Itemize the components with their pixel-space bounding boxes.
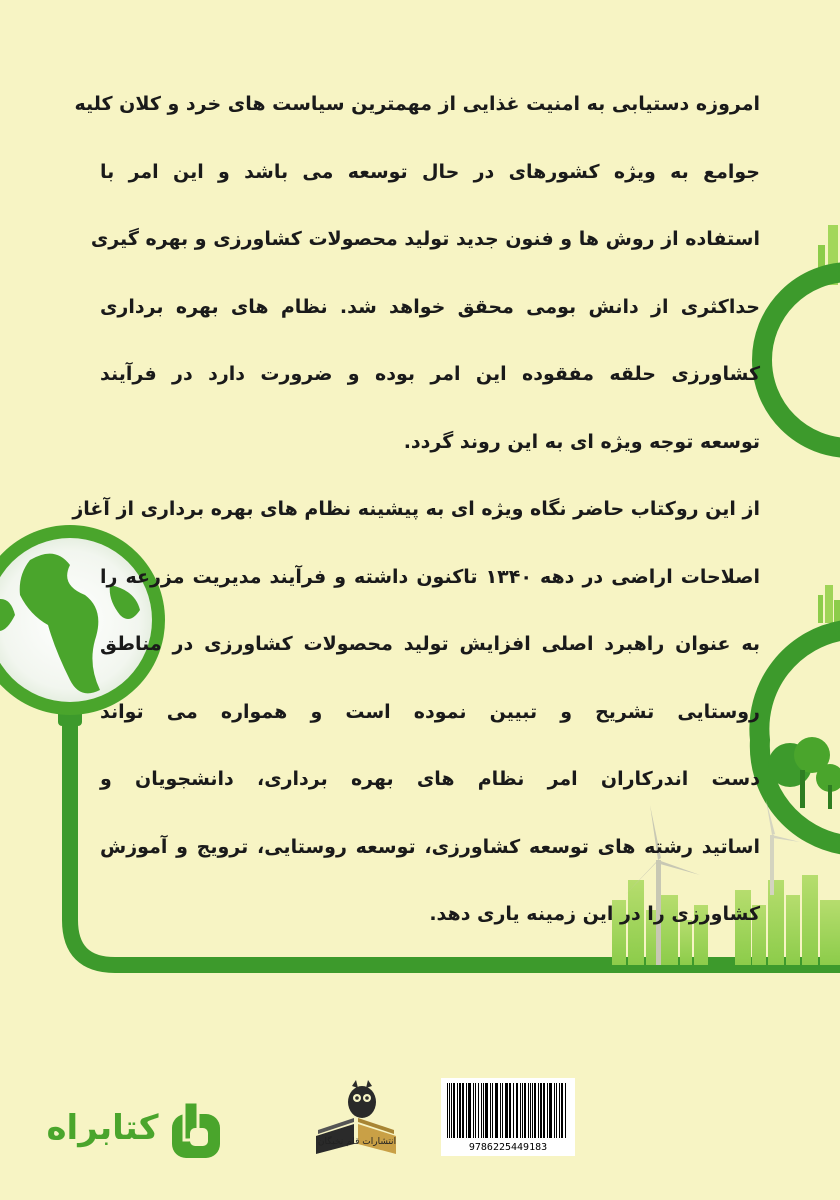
description-text [72, 92, 761, 970]
owl-book-logo-icon [306, 1078, 406, 1160]
paragraph-line: استفاده از روش ها و فنون جدید تولید محصولات کشاورزی و بهره گیری [90, 228, 760, 250]
paragraph-line: دست اندرکاران امر نظام های بهره برداری، دانشجویان و [100, 768, 760, 790]
description-paragraph-1 [74, 92, 760, 455]
paragraph-line: کشاورزی حلقه مفقوده این امر بوده و ضرورت دارد در فرآیند [100, 363, 760, 385]
paragraph-line: امروزه دستیابی به امنیت غذایی از مهمترین سیاست های خرد و کلان کلیه [74, 93, 760, 115]
paragraph-line: از این روکتاب حاضر نگاه ویژه ای به پیشینه نظام های بهره برداری از آغاز [72, 498, 760, 520]
paragraph-line: به عنوان راهبرد اصلی افزایش تولید محصولات کشاورزی در مناطق [100, 633, 760, 655]
paragraph-line: حداکثری از دانش بومی محقق خواهد شد. نظام های بهره برداری [100, 295, 760, 318]
barcode-bars [447, 1083, 569, 1138]
paragraph-line: اساتید رشته های توسعه کشاورزی، توسعه روستایی، ترویج و آموزش [100, 835, 760, 858]
description-paragraph-2 [72, 497, 761, 927]
paragraph-line: توسعه توجه ویژه ای به این روند گردد. [403, 430, 760, 453]
ketabrah-logo-icon [168, 1100, 224, 1160]
paragraph-line: روستایی تشریح و تبیین نموده است و همواره می تواند [100, 700, 760, 723]
tree-icon [759, 585, 840, 845]
paragraph-line: جوامع به ویژه کشورهای در حال توسعه می باشد و این امر با [100, 160, 760, 183]
paragraph-line: کشاورزی را در این زمینه یاری دهد. [429, 903, 760, 925]
isbn-number: 9786225449183 [468, 1142, 548, 1153]
ketabrah-logo-text: کتابراه [46, 1108, 159, 1148]
publisher-name: انتشارات قلم نخبگان [317, 1137, 397, 1147]
paragraph-line: اصلاحات اراضی در دهه ۱۳۴۰ تاکنون داشته و فرآیند مدیریت مزرعه را [100, 565, 761, 588]
barcode [441, 1078, 575, 1156]
city-lightbulb-icon [762, 225, 840, 448]
ketabrah-logo [40, 1100, 220, 1160]
